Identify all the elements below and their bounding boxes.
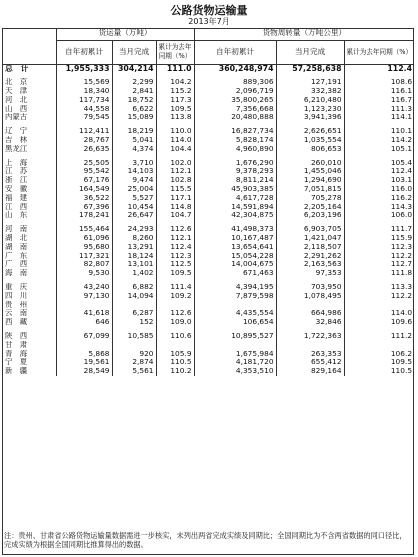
value-cell: 114.1: [344, 113, 414, 122]
table-row: [2, 185, 414, 194]
value-cell: 32,846: [276, 318, 344, 327]
value-cell: 112.6: [156, 225, 194, 234]
table-row: [2, 350, 414, 359]
value-cell: 703,950: [276, 283, 344, 292]
region-name: 福 建: [5, 193, 28, 202]
value-cell: 79,545: [56, 113, 112, 122]
value-cell: [344, 341, 414, 350]
value-cell: 44,558: [56, 105, 112, 114]
value-cell: 112.1: [156, 234, 194, 243]
value-cell: 110.5: [156, 358, 194, 367]
value-cell: 18,124: [112, 252, 156, 261]
value-cell: 14,591,894: [194, 203, 276, 212]
value-cell: 4,353,510: [194, 367, 276, 376]
value-cell: 113.8: [156, 113, 194, 122]
value-cell: 115.9: [344, 234, 414, 243]
table-row: [2, 292, 414, 301]
value-cell: 115.2: [156, 87, 194, 96]
value-cell: 2,118,507: [276, 243, 344, 252]
value-cell: 114.0: [156, 136, 194, 145]
value-cell: 2,205,164: [276, 203, 344, 212]
value-cell: 110.2: [156, 367, 194, 376]
table-title: 公路货物运输量: [170, 4, 248, 17]
value-cell: 111.2: [344, 332, 414, 341]
region-name: 广 西: [5, 260, 28, 269]
header-region: [2, 40, 56, 64]
value-cell: 4,960,890: [194, 145, 276, 154]
value-cell: 4,181,720: [194, 358, 276, 367]
value-cell: 6,287: [112, 309, 156, 318]
region-name: 内蒙古: [5, 113, 28, 122]
value-cell: 127,191: [276, 78, 344, 87]
value-cell: 112.2: [344, 292, 414, 301]
value-cell: 104.2: [156, 78, 194, 87]
value-cell: 2,163,563: [276, 260, 344, 269]
value-cell: 3,941,396: [276, 113, 344, 122]
table-row: [2, 225, 414, 234]
header-yoy-2: 累计为去年同期（%）: [344, 40, 414, 64]
value-cell: 67,396: [56, 203, 112, 212]
value-cell: 2,299: [112, 78, 156, 87]
value-cell: [344, 301, 414, 310]
value-cell: 18,219: [112, 127, 156, 136]
value-cell: 116.0: [344, 185, 414, 194]
value-cell: 82,807: [56, 260, 112, 269]
value-cell: 28,767: [56, 136, 112, 145]
table-row: [2, 87, 414, 96]
value-cell: 14,004,675: [194, 260, 276, 269]
value-cell: 8,260: [112, 234, 156, 243]
value-cell: [156, 301, 194, 310]
value-cell: 25,505: [56, 159, 112, 168]
value-cell: 6,903,705: [276, 225, 344, 234]
value-cell: 112.4: [344, 167, 414, 176]
value-cell: 2,841: [112, 87, 156, 96]
value-cell: 829,164: [276, 367, 344, 376]
value-cell: [276, 341, 344, 350]
value-cell: 646: [56, 318, 112, 327]
value-cell: 9,530: [56, 269, 112, 278]
header-cumulative: 自年初累计: [56, 40, 112, 64]
value-cell: 13,101: [112, 260, 156, 269]
region-name: 广 东: [5, 251, 28, 260]
value-cell: 113.3: [344, 283, 414, 292]
table-row: [2, 203, 414, 212]
value-cell: 18,752: [112, 96, 156, 105]
value-cell: [276, 301, 344, 310]
table-row: [2, 113, 414, 122]
header-blank: [2, 28, 56, 40]
value-cell: 114.0: [344, 309, 414, 318]
value-cell: 10,454: [112, 203, 156, 212]
value-cell: 35,800,265: [194, 96, 276, 105]
value-cell: 360,248,974: [194, 64, 276, 73]
value-cell: 155,464: [56, 225, 112, 234]
table-row: [2, 252, 414, 261]
total-row: [2, 64, 414, 73]
table-row: [2, 341, 414, 350]
region-name: 贵 州: [5, 300, 28, 309]
value-cell: 304,214: [112, 64, 156, 73]
value-cell: 115.5: [156, 185, 194, 194]
value-cell: 8,811,214: [194, 176, 276, 185]
value-cell: 655,412: [276, 358, 344, 367]
value-cell: 104.7: [156, 211, 194, 220]
value-cell: 1,955,333: [56, 64, 112, 73]
table-row: [2, 105, 414, 114]
region-name: 海 南: [5, 269, 28, 278]
table-row: [2, 234, 414, 243]
region-name: 江 苏: [5, 167, 28, 176]
value-cell: [194, 341, 276, 350]
value-cell: 705,278: [276, 194, 344, 203]
table-row: [2, 127, 414, 136]
report-date: 2013年7月: [188, 17, 230, 26]
value-cell: 6,622: [112, 105, 156, 114]
value-cell: 112.6: [156, 309, 194, 318]
value-cell: 2,874: [112, 358, 156, 367]
value-cell: 110.1: [344, 127, 414, 136]
value-cell: 920: [112, 350, 156, 359]
value-cell: 671,463: [194, 269, 276, 278]
value-cell: 5,561: [112, 367, 156, 376]
value-cell: 26,635: [56, 145, 112, 154]
header-month: 当月完成: [112, 40, 156, 64]
region-name: 新 疆: [5, 367, 28, 376]
value-cell: 19,561: [56, 358, 112, 367]
table-row: [2, 194, 414, 203]
value-cell: 111.4: [156, 283, 194, 292]
value-cell: 1,676,290: [194, 159, 276, 168]
value-cell: 152: [112, 318, 156, 327]
value-cell: 1,421,047: [276, 234, 344, 243]
value-cell: 109.0: [156, 318, 194, 327]
value-cell: 117,734: [56, 96, 112, 105]
region-name: 山 西: [5, 104, 28, 113]
value-cell: 5,828,174: [194, 136, 276, 145]
region-name: 云 南: [5, 309, 28, 318]
region-name: 辽 宁: [5, 127, 28, 136]
value-cell: 6,203,196: [276, 211, 344, 220]
value-cell: 16,827,734: [194, 127, 276, 136]
value-cell: 2,626,651: [276, 127, 344, 136]
value-cell: 1,123,230: [276, 105, 344, 114]
value-cell: 57,258,638: [276, 64, 344, 73]
value-cell: 1,722,363: [276, 332, 344, 341]
value-cell: 7,051,815: [276, 185, 344, 194]
table-row: [2, 243, 414, 252]
value-cell: 178,241: [56, 211, 112, 220]
region-name: 黑龙江: [5, 144, 28, 153]
header-freight-volume: 货运量（万吨）: [56, 28, 194, 40]
value-cell: 117.1: [156, 194, 194, 203]
header-freight-turnover: 货物周转量（万吨公里）: [194, 28, 414, 40]
footnote: 注：贵州、甘肃省公路货物运输量数据需进一步核实，未列出两省完成实绩及同期比；全国同期比为不含两省数据的同口径比，完成实绩为根据全国同期比推算得出的数据。: [4, 531, 407, 549]
value-cell: 116.2: [344, 194, 414, 203]
value-cell: 117,321: [56, 252, 112, 261]
value-cell: 1,675,984: [194, 350, 276, 359]
value-cell: 111.0: [156, 64, 194, 73]
header-yoy: 累计为去年同期（%）: [156, 40, 194, 64]
value-cell: 112.3: [156, 252, 194, 261]
value-cell: 109.2: [156, 292, 194, 301]
table-row: [2, 159, 414, 168]
value-cell: 4,374: [112, 145, 156, 154]
table-row: [2, 176, 414, 185]
table-row: [2, 301, 414, 310]
value-cell: 806,653: [276, 145, 344, 154]
value-cell: 1,402: [112, 269, 156, 278]
value-cell: 9,474: [112, 176, 156, 185]
value-cell: 4,617,728: [194, 194, 276, 203]
value-cell: 664,986: [276, 309, 344, 318]
value-cell: 1,455,046: [276, 167, 344, 176]
value-cell: 14,103: [112, 167, 156, 176]
header-month-2: 当月完成: [276, 40, 344, 64]
value-cell: 7,879,598: [194, 292, 276, 301]
value-cell: 10,585: [112, 332, 156, 341]
value-cell: 10,895,527: [194, 332, 276, 341]
region-name: 甘 肃: [5, 340, 28, 349]
value-cell: 109.5: [156, 269, 194, 278]
value-cell: 13,654,641: [194, 243, 276, 252]
value-cell: 112.2: [344, 252, 414, 261]
table-body: [2, 64, 414, 376]
value-cell: 111.7: [344, 225, 414, 234]
table-row: [2, 167, 414, 176]
value-cell: 5,041: [112, 136, 156, 145]
region-name: 陕 西: [5, 332, 28, 341]
value-cell: 36,522: [56, 194, 112, 203]
region-name: 北 京: [5, 78, 28, 87]
value-cell: 106.0: [344, 211, 414, 220]
value-cell: 110.5: [344, 367, 414, 376]
value-cell: 112.3: [344, 243, 414, 252]
value-cell: 111.3: [344, 105, 414, 114]
table-row: [2, 260, 414, 269]
value-cell: 20,480,888: [194, 113, 276, 122]
region-name: 四 川: [5, 291, 28, 300]
value-cell: 18,340: [56, 87, 112, 96]
value-cell: 112.5: [156, 260, 194, 269]
region-name: 湖 北: [5, 234, 28, 243]
value-cell: 112.4: [156, 243, 194, 252]
value-cell: 43,240: [56, 283, 112, 292]
value-cell: 112.4: [344, 64, 414, 73]
table-row: [2, 269, 414, 278]
table-row: [2, 136, 414, 145]
table-row: [2, 145, 414, 154]
value-cell: 103.1: [344, 176, 414, 185]
table-row: [2, 332, 414, 341]
value-cell: 45,903,385: [194, 185, 276, 194]
table-row: [2, 96, 414, 105]
value-cell: 109.5: [156, 105, 194, 114]
value-cell: 104.4: [156, 145, 194, 154]
value-cell: 14,094: [112, 292, 156, 301]
value-cell: 102.0: [156, 159, 194, 168]
value-cell: 95,680: [56, 243, 112, 252]
value-cell: 41,618: [56, 309, 112, 318]
table-row: [2, 283, 414, 292]
value-cell: 15,054,228: [194, 252, 276, 261]
value-cell: 67,099: [56, 332, 112, 341]
value-cell: 15,089: [112, 113, 156, 122]
value-cell: 116.1: [344, 87, 414, 96]
value-cell: [156, 341, 194, 350]
value-cell: 4,435,554: [194, 309, 276, 318]
value-cell: 110.6: [156, 332, 194, 341]
header-cumulative-2: 自年初累计: [194, 40, 276, 64]
region-name: 湖 南: [5, 242, 28, 251]
value-cell: 260,010: [276, 159, 344, 168]
value-cell: 6,210,480: [276, 96, 344, 105]
value-cell: 97,130: [56, 292, 112, 301]
region-name: 安 徽: [5, 185, 28, 194]
value-cell: 332,382: [276, 87, 344, 96]
value-cell: 25,004: [112, 185, 156, 194]
region-name: 宁 夏: [5, 358, 28, 367]
region-name: 上 海: [5, 158, 28, 167]
value-cell: 114.3: [344, 203, 414, 212]
region-name: 总 计: [5, 64, 29, 73]
value-cell: 1,035,554: [276, 136, 344, 145]
value-cell: 116.7: [344, 96, 414, 105]
value-cell: 112,411: [56, 127, 112, 136]
value-cell: 106.2: [344, 350, 414, 359]
value-cell: 110.0: [156, 127, 194, 136]
value-cell: 42,304,875: [194, 211, 276, 220]
region-name: 重 庆: [5, 283, 28, 292]
value-cell: 41,498,373: [194, 225, 276, 234]
value-cell: 15,569: [56, 78, 112, 87]
value-cell: 889,306: [194, 78, 276, 87]
value-cell: [194, 301, 276, 310]
value-cell: 117.3: [156, 96, 194, 105]
freight-table: [2, 28, 414, 376]
value-cell: 26,647: [112, 211, 156, 220]
value-cell: 105.1: [344, 145, 414, 154]
value-cell: 111.8: [344, 269, 414, 278]
value-cell: [56, 341, 112, 350]
value-cell: 6,882: [112, 283, 156, 292]
value-cell: 1,294,690: [276, 176, 344, 185]
value-cell: 67,176: [56, 176, 112, 185]
table-row: [2, 358, 414, 367]
value-cell: 112.7: [344, 260, 414, 269]
table-row: [2, 211, 414, 220]
value-cell: 105.9: [156, 350, 194, 359]
value-cell: 10,167,487: [194, 234, 276, 243]
value-cell: 114.8: [156, 203, 194, 212]
value-cell: 13,291: [112, 243, 156, 252]
value-cell: [112, 341, 156, 350]
region-name: 河 南: [5, 225, 28, 234]
table-row: [2, 78, 414, 87]
value-cell: 5,527: [112, 194, 156, 203]
value-cell: 5,868: [56, 350, 112, 359]
value-cell: 2,291,262: [276, 252, 344, 261]
value-cell: 114.2: [344, 136, 414, 145]
value-cell: 2,096,719: [194, 87, 276, 96]
value-cell: 7,356,668: [194, 105, 276, 114]
value-cell: 102.8: [156, 176, 194, 185]
value-cell: 108.6: [344, 78, 414, 87]
region-name: 青 海: [5, 349, 28, 358]
region-name: 江 西: [5, 202, 28, 211]
region-name: 吉 林: [5, 136, 28, 145]
value-cell: 61,096: [56, 234, 112, 243]
region-name: 天 津: [5, 87, 28, 96]
value-cell: 3,710: [112, 159, 156, 168]
value-cell: 164,549: [56, 185, 112, 194]
value-cell: 28,549: [56, 367, 112, 376]
value-cell: [112, 301, 156, 310]
table-row: [2, 318, 414, 327]
value-cell: 263,353: [276, 350, 344, 359]
value-cell: 1,078,495: [276, 292, 344, 301]
table-row: [2, 367, 414, 376]
region-name: 河 北: [5, 95, 28, 104]
value-cell: 9,378,293: [194, 167, 276, 176]
value-cell: 95,542: [56, 167, 112, 176]
value-cell: 24,293: [112, 225, 156, 234]
region-name: 西 藏: [5, 318, 28, 327]
value-cell: 109.6: [344, 318, 414, 327]
region-name: 山 东: [5, 211, 28, 220]
region-name: 浙 江: [5, 176, 28, 185]
value-cell: 97,353: [276, 269, 344, 278]
value-cell: [56, 301, 112, 310]
table-row: [2, 309, 414, 318]
value-cell: 106,654: [194, 318, 276, 327]
value-cell: 105.4: [344, 159, 414, 168]
value-cell: 109.5: [344, 358, 414, 367]
value-cell: 4,394,195: [194, 283, 276, 292]
value-cell: 112.1: [156, 167, 194, 176]
